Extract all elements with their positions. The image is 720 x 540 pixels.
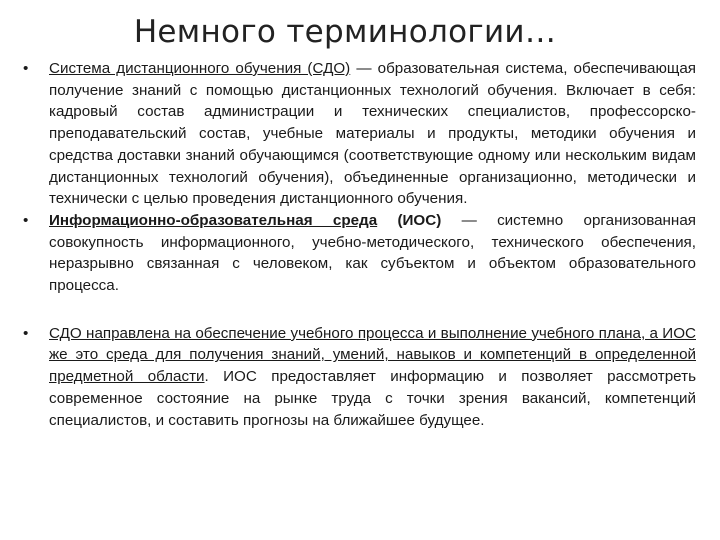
abbr-ios: (ИОС): [377, 211, 442, 229]
bullet-sdo-definition: [20, 58, 696, 210]
bullet-dot: •: [23, 60, 29, 77]
term-sdo: Система дистанционного обучения (СДО): [49, 60, 351, 77]
term-ios: Информационно-образовательная среда: [49, 211, 378, 229]
slide-title: Немного терминологии…: [133, 14, 557, 50]
bullet-ios-definition: [20, 210, 696, 297]
comparison-underlined: СДО направлена на обеспечение учебного процесса и выполнение учебного плана, а ИОС же это среда для получения знаний, умений, навыков и компетенций в определенной предметной области: [49, 324, 696, 386]
definition-sdo: — образовательная система, обеспечивающая получение знаний с помощью дистанционных технологий обучения. Включает в себя: кадровый состав администрации и технических специалистов, профессорско-преподавательский состав, учебные материалы и продукты, методики обучения и средства доставки знаний обучающимся (соответствующие одному или нескольким видам дистанционных технологий обучения), объединенные организационно, методически и технически с целью проведения дистанционного обучения.: [49, 60, 697, 208]
bullet-comparison: [20, 323, 696, 432]
definition-ios: — системно организованная совокупность информационного, учебно-методического, технического обеспечения, неразрывно связанная с человеком, как субъектом и объектом образовательного процесса.: [49, 211, 696, 295]
bullet-dot: •: [23, 324, 29, 342]
bullet-list: [20, 58, 696, 431]
bullet-dot: •: [23, 211, 29, 229]
comparison-text: . ИОС предоставляет информацию и позволяет рассмотреть современное состояние на рынке труда с точки зрения вакансий, компетенций специалистов, и составить прогнозы на ближайшее будущее.: [49, 368, 696, 429]
